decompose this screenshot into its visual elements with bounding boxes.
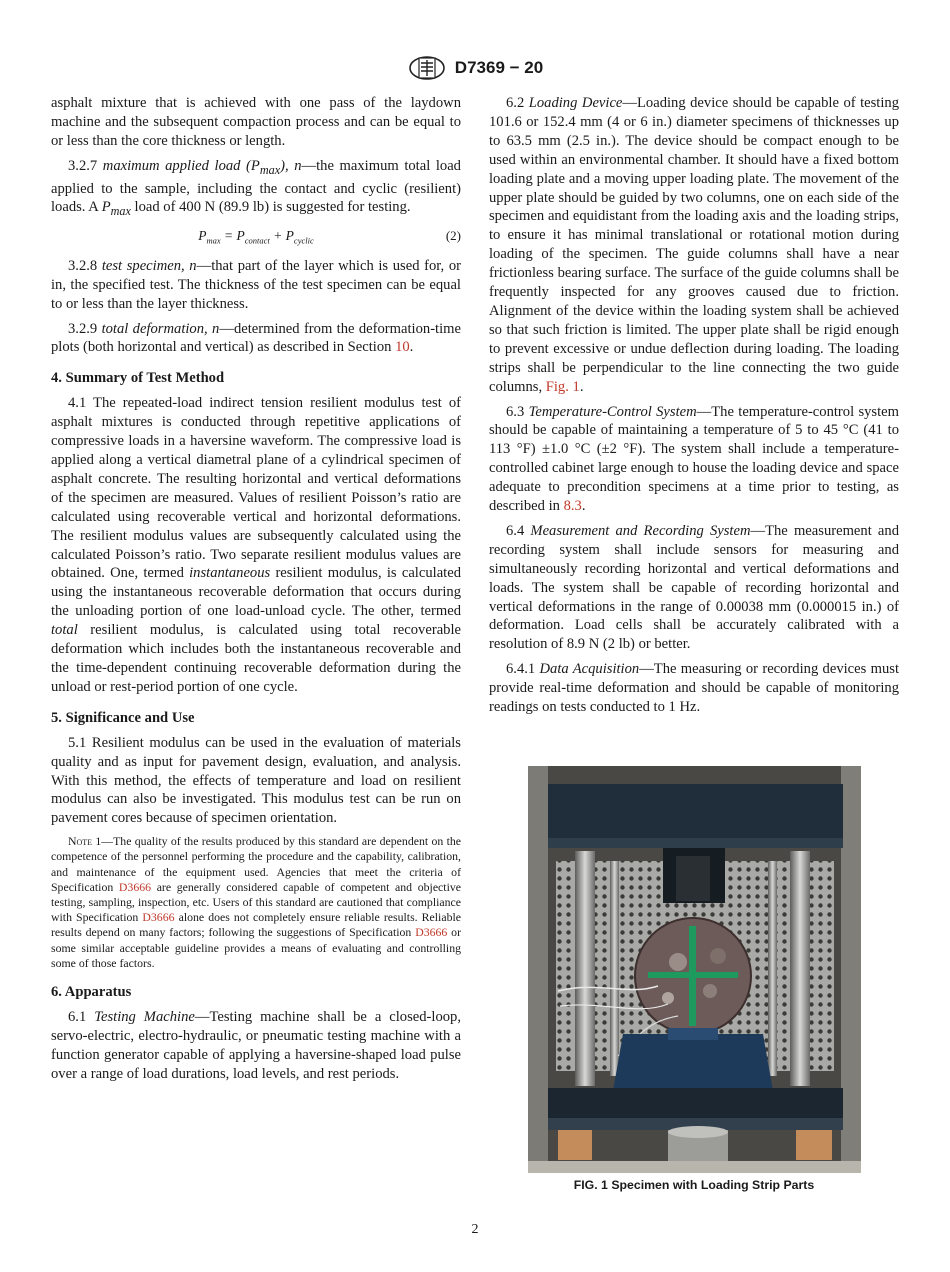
right-column xyxy=(489,94,899,723)
section-10-link[interactable]: 10 xyxy=(395,339,410,356)
paragraph-6-2: 6.2 Loading Device—Loading device should be capable of testing 101.6 or 152.4 mm (4 or 6 in.) diameter specimens of thicknesses up to 63.5 mm (2.5 in.). The device should be compact enough to be used within an environmental chamber. It should have a fixed bottom loading plate and a moving upper loading plate. The movement of the upper plate should be guided by two columns, one on each side of the specimen and equidistant from the loading axis and the loading strips, to ensure it has minimal translational or rotational motion during loading of the specimen. The guide columns shall have a near frictionless bearing surface. The surface of the guide columns shall be frequently inspected for any grooves caused due to friction. Alignment of the device within the loading system shall be achieved so that such friction is limited. The upper plate shall be rigid enough to prevent excessive or undue deflection during loading. The loading strips shall be perpendicular to the line connecting the two guide columns, Fig. 1. xyxy=(489,95,900,395)
note-1: Note 1—The quality of the results produced by this standard are dependent on the competence of the personnel performing the procedure and the capability, calibration, and maintenance of the equipment used. Agencies that meet the criteria of Specification D3666 are generally considered capable of competent and objective testing, sampling, inspection, etc. Users of this standard are cautioned that compliance with Specification D3666 alone does not completely ensure reliable results. Reliable results depend on many factors; following the suggestions of Specification D3666 or some similar acceptable guideline provides a means of evaluating and controlling some of those factors. xyxy=(51,834,461,970)
fig-1-link[interactable]: Fig. 1 xyxy=(545,378,580,395)
section-heading-4: 4. Summary of Test Method xyxy=(51,370,225,387)
page-number: 2 xyxy=(471,1222,479,1237)
paragraph-6-4: 6.4 Measurement and Recording System—The measurement and recording system shall include sensors for measuring and simultaneously recording horizontal and vertical deformations and loads. The system shall be capable of recording horizontal and vertical deformations in the range of 0.00038 mm (0.000015 in.) of deformation. Load cells shall be accurately calibrated with a resolution of 8.9 N (2 lb) or better. xyxy=(489,522,900,653)
equation-number: (2) xyxy=(445,228,461,244)
d3666-link[interactable]: D3666 xyxy=(142,910,175,925)
section-heading-5: 5. Significance and Use xyxy=(51,709,195,726)
paragraph-6-4-1: 6.4.1 Data Acquisition—The measuring or recording devices must provide real-time deformation and should be capable of monitoring readings on tests conducted to 1 Hz. xyxy=(489,661,899,716)
section-heading-6: 6. Apparatus xyxy=(51,984,132,1001)
d3666-link[interactable]: D3666 xyxy=(415,925,448,940)
paragraph-6-3: 6.3 Temperature-Control System—The temperature-control system should be capable of maintaining a temperature of 5 to 45 °C (41 to 113 °F) ±1.0 °C (±2 °F). The system shall include a temperature-controlled cabinet large enough to house the loading device and space adequate to precondition specimens at a time prior to testing, as described in 8.3. xyxy=(489,403,899,515)
paragraph-5-1: 5.1 Resilient modulus can be used in the evaluation of materials quality and as input for pavement design, evaluation, and analysis. With this method, the effects of temperature and load on resilient modulus can also be investigated. This modulus test can be run on pavement cores because of specimen orientation. xyxy=(51,734,461,827)
page-header xyxy=(0,55,950,81)
paragraph-6-1: 6.1 Testing Machine—Testing machine shall be a closed-loop, servo-electric, electro-hydraulic, or pneumatic testing machine with a function generator capable of applying a haversine-shaped load pulse over a range of load durations, load levels, and rest periods. xyxy=(51,1008,461,1082)
document-designation: D7369 − 20 xyxy=(454,58,544,77)
d3666-link[interactable]: D3666 xyxy=(118,879,152,894)
definition-3-2-9: 3.2.9 total deformation, n—determined from the deformation-time plots (both horizontal and vertical) as described in Section 10. xyxy=(51,320,461,356)
loading-device-photo xyxy=(528,766,861,1173)
figure-caption: FIG. 1 Specimen with Loading Strip Parts xyxy=(573,1178,815,1192)
definition-3-2-8: 3.2.8 test specimen, n—that part of the layer which is used for, or in, the specified test. The thickness of the test specimen can be equal to or less than the layer thickness. xyxy=(51,257,461,312)
figure-1-photo xyxy=(528,766,861,1173)
paragraph: asphalt mixture that is achieved with one pass of the laydown machine and the subsequent compaction process and can be equal to or less than the core thickness or length. xyxy=(51,95,461,149)
definition-3-2-7: 3.2.7 maximum applied load $(P_{max})$, n—the maximum total load applied to the sample, including the contact and cyclic (resilient) loads. A $P_{max}$ load of 400 N (89.9 lb) is suggested for testing. xyxy=(51,157,461,219)
left-column xyxy=(51,94,461,1090)
astm-logo-icon xyxy=(407,55,447,81)
section-8-3-link[interactable]: 8.3 xyxy=(563,498,582,515)
paragraph-4-1: 4.1 The repeated-load indirect tension resilient modulus test of asphalt mixtures is conducted through repetitive applications of compressive loads in a haversine waveform. The compressive load is applied along a vertical diametral plane of a cylindrical specimen of asphalt concrete. The resulting horizontal and vertical deformations of the specimen are measured. Values of resilient Poisson’s ratio are calculated using recoverable vertical and horizontal deformations. The resilient modulus values are subsequently calculated using the calculated Poisson’s ratio. Two separate resilient modulus values are obtained. One, termed instantaneous resilient modulus, is calculated using the instantaneous recoverable deformation that occurs during the unloading portion of one load-unload cycle. The other, termed total resilient modulus, is calculated using total recoverable deformation which includes both the instantaneous recoverable and the time-dependent continuing recoverable deformation during the unload or rest-period portion of one cycle. xyxy=(51,395,461,695)
equation-2: $P_{max} = P_{contact} + P_{cyclic}$ (2) xyxy=(198,228,461,246)
